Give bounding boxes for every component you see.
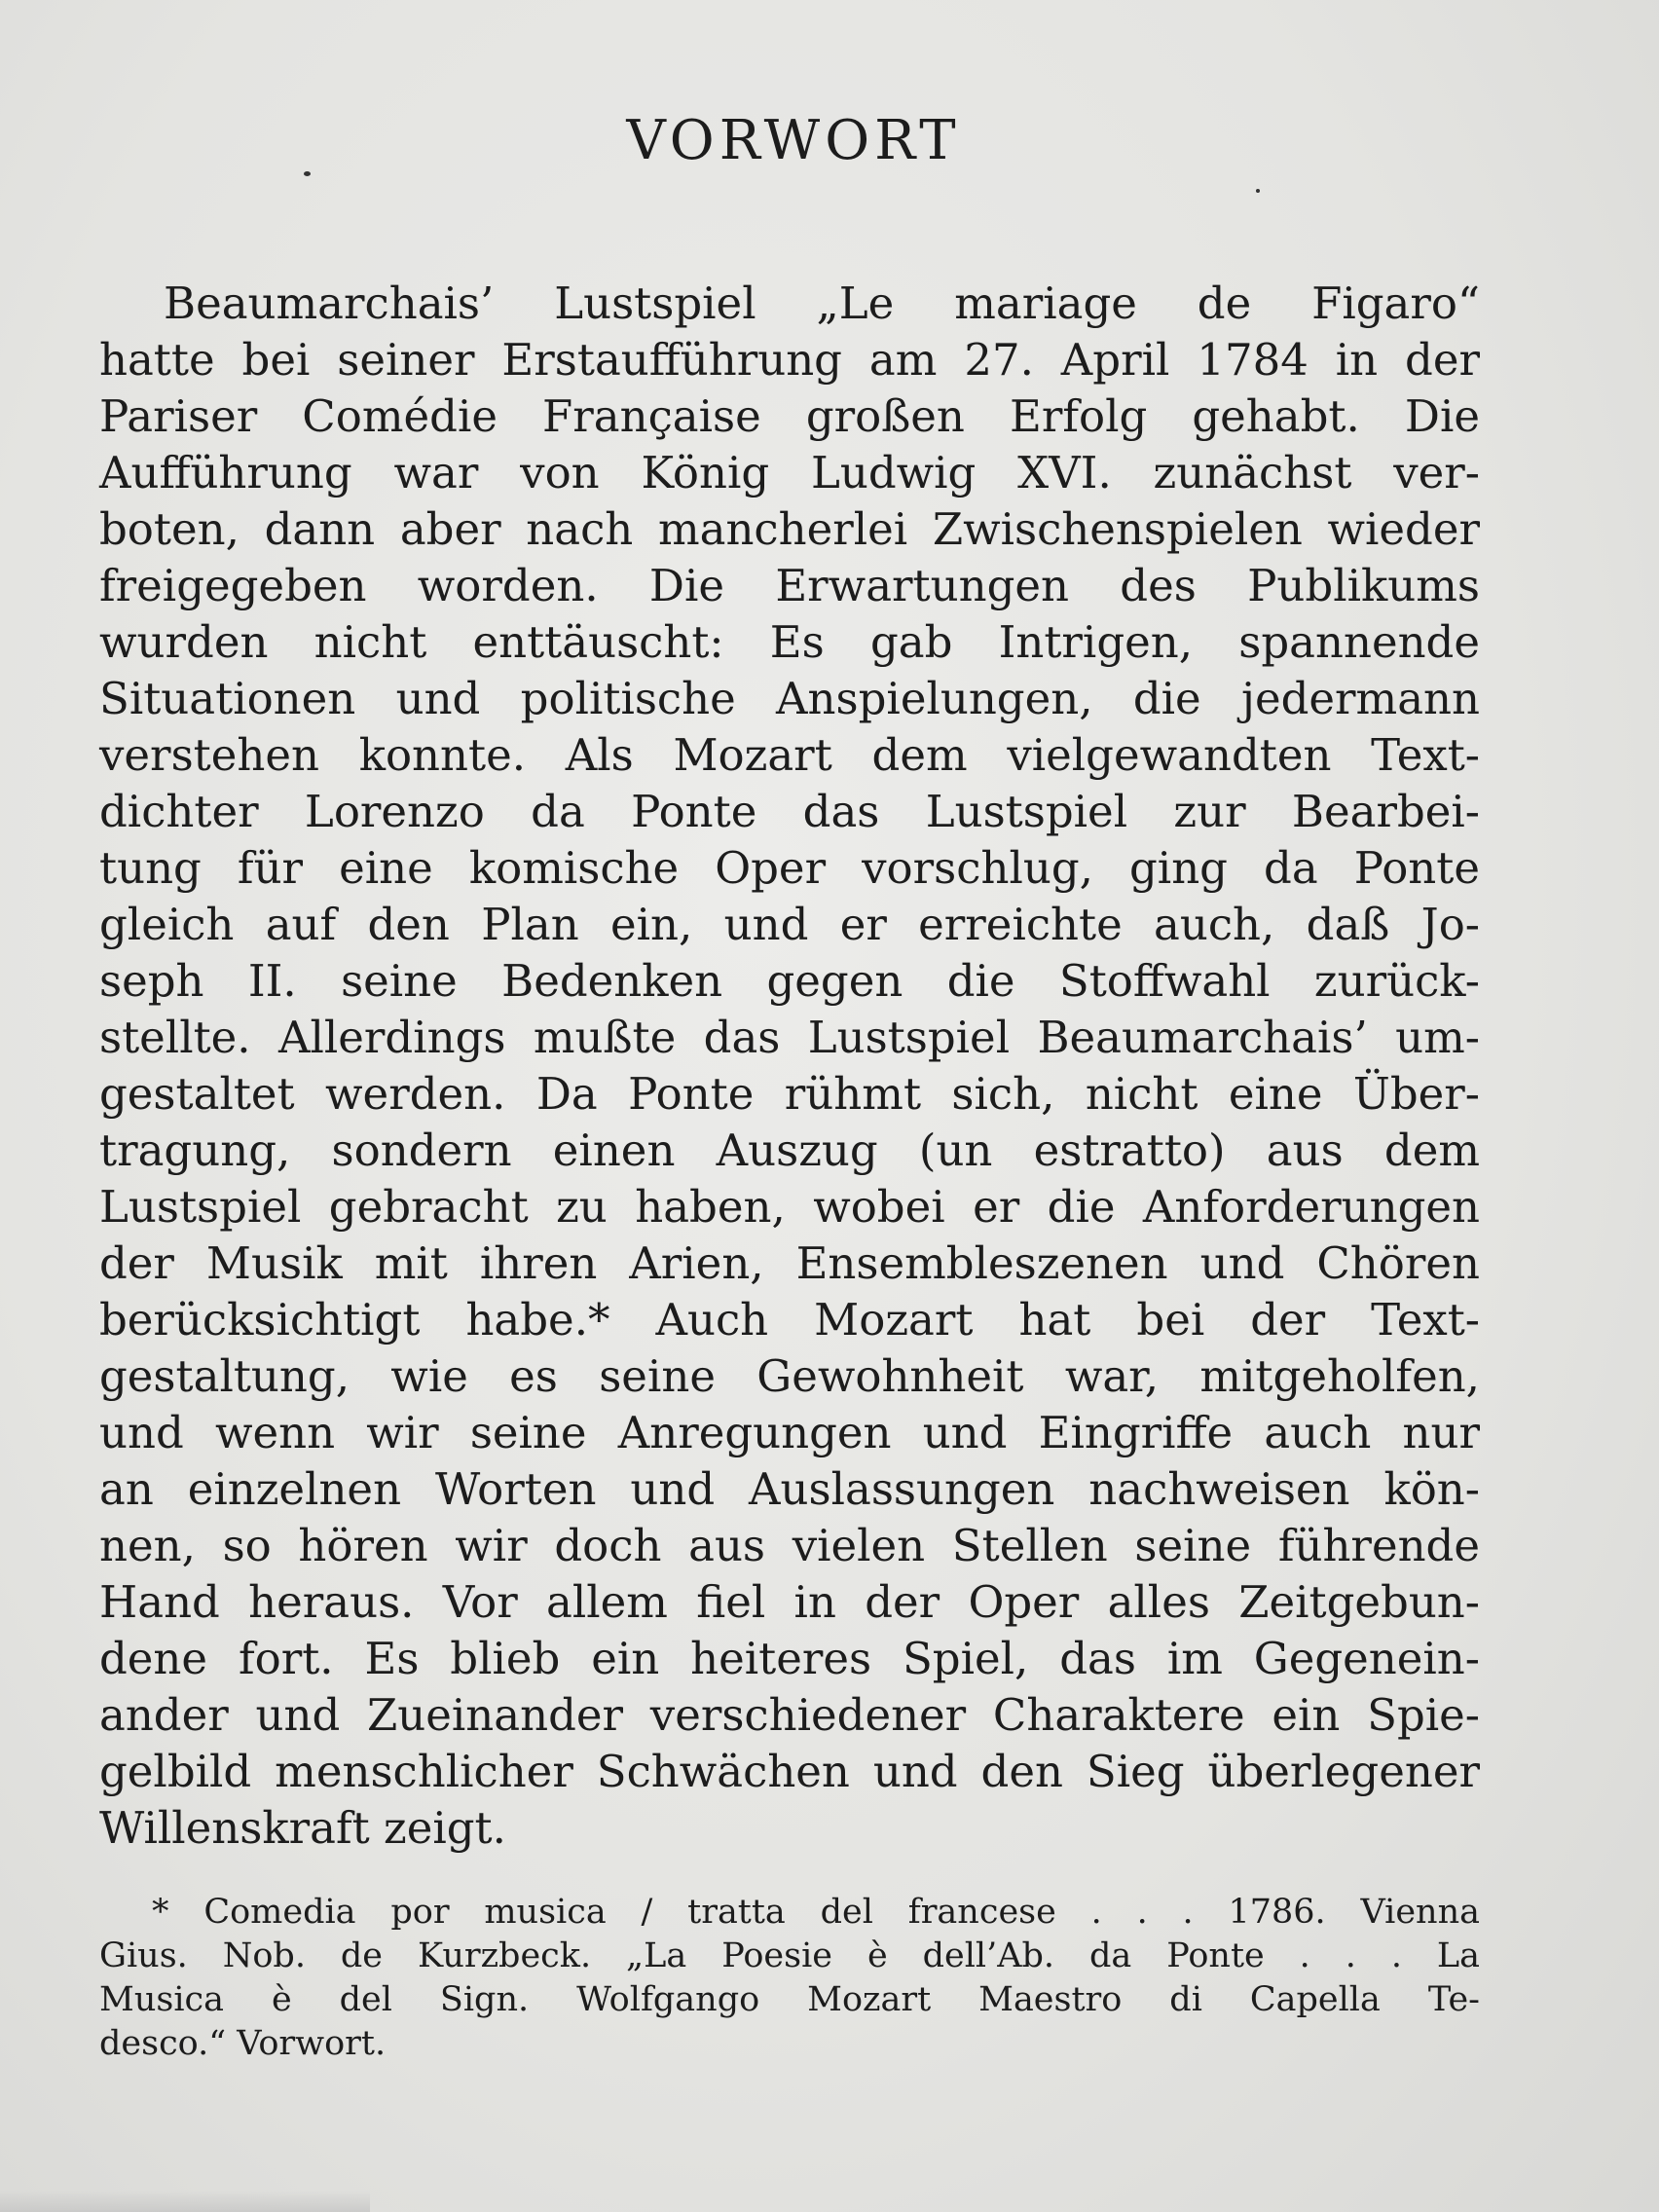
text-line: Situationen und politische Anspielungen, die jedermann (99, 673, 1480, 724)
text-line: an einzelnen Worten und Auslassungen nachweisen kön- (99, 1463, 1480, 1515)
text-line: boten, dann aber nach mancherlei Zwischenspielen wieder (99, 503, 1480, 555)
text-line: Willenskraft zeigt. (99, 1802, 506, 1854)
footnote-line: Gius. Nob. de Kurzbeck. „La Poesie è dell’Ab. da Ponte . . . La (99, 1936, 1480, 1975)
text-line: ander und Zueinander verschiedener Charaktere ein Spie- (99, 1689, 1480, 1741)
text-line: tung für eine komische Oper vorschlug, ging da Ponte (99, 842, 1480, 894)
text-line: Hand heraus. Vor allem fiel in der Oper alles Zeitgebun- (99, 1576, 1480, 1628)
text-line: gelbild menschlicher Schwächen und den Sieg überlegener (99, 1746, 1480, 1797)
footnote (99, 1891, 1480, 2066)
text-line: Lustspiel gebracht zu haben, wobei er die Anforderungen (99, 1181, 1480, 1233)
text-line: wurden nicht enttäuscht: Es gab Intrigen, spannende (99, 616, 1480, 668)
text-line: hatte bei seiner Erstaufführung am 27. April 1784 in der (99, 334, 1480, 386)
footnote-line: * Comedia por musica / tratta del francese . . . 1786. Vienna (152, 1893, 1480, 1932)
body-text (99, 276, 1480, 1857)
text-line: berücksichtigt habe.* Auch Mozart hat bei der Text- (99, 1294, 1480, 1346)
text-line: freigegeben worden. Die Erwartungen des Publikums (99, 560, 1480, 611)
text-line: dichter Lorenzo da Ponte das Lustspiel zur Bearbei- (99, 786, 1480, 837)
text-line: gestaltet werden. Da Ponte rühmt sich, nicht eine Über- (99, 1068, 1480, 1120)
text-line: stellte. Allerdings mußte das Lustspiel Beaumarchais’ um- (99, 1012, 1480, 1063)
page-title: VORWORT (626, 109, 961, 172)
text-line: Aufführung war von König Ludwig XVI. zunächst ver- (99, 447, 1480, 498)
text-line: tragung, sondern einen Auszug (un estratto) aus dem (99, 1124, 1480, 1176)
footnote-line: desco.“ Vorwort. (99, 2024, 387, 2063)
text-line: seph II. seine Bedenken gegen die Stoffwahl zurück- (99, 955, 1480, 1007)
text-line: nen, so hören wir doch aus vielen Stellen seine führende (99, 1520, 1480, 1571)
text-line: verstehen konnte. Als Mozart dem vielgewandten Text- (99, 729, 1480, 781)
dust-speck (1256, 189, 1260, 193)
text-line: gestaltung, wie es seine Gewohnheit war, mitgeholfen, (99, 1350, 1480, 1402)
text-line: der Musik mit ihren Arien, Ensembleszenen und Chören (99, 1237, 1480, 1289)
footnote-line: Musica è del Sign. Wolfgango Mozart Maestro di Capella Te- (99, 1980, 1480, 2019)
bottom-edge-watermark (0, 2191, 370, 2212)
text-line: Pariser Comédie Française großen Erfolg gehabt. Die (99, 390, 1480, 442)
text-line: und wenn wir seine Anregungen und Eingriffe auch nur (99, 1407, 1480, 1458)
text-line: gleich auf den Plan ein, und er erreichte auch, daß Jo- (99, 899, 1480, 950)
text-line: dene fort. Es blieb ein heiteres Spiel, das im Gegenein- (99, 1633, 1480, 1684)
text-line: Beaumarchais’ Lustspiel „Le mariage de Figaro“ (164, 277, 1480, 329)
